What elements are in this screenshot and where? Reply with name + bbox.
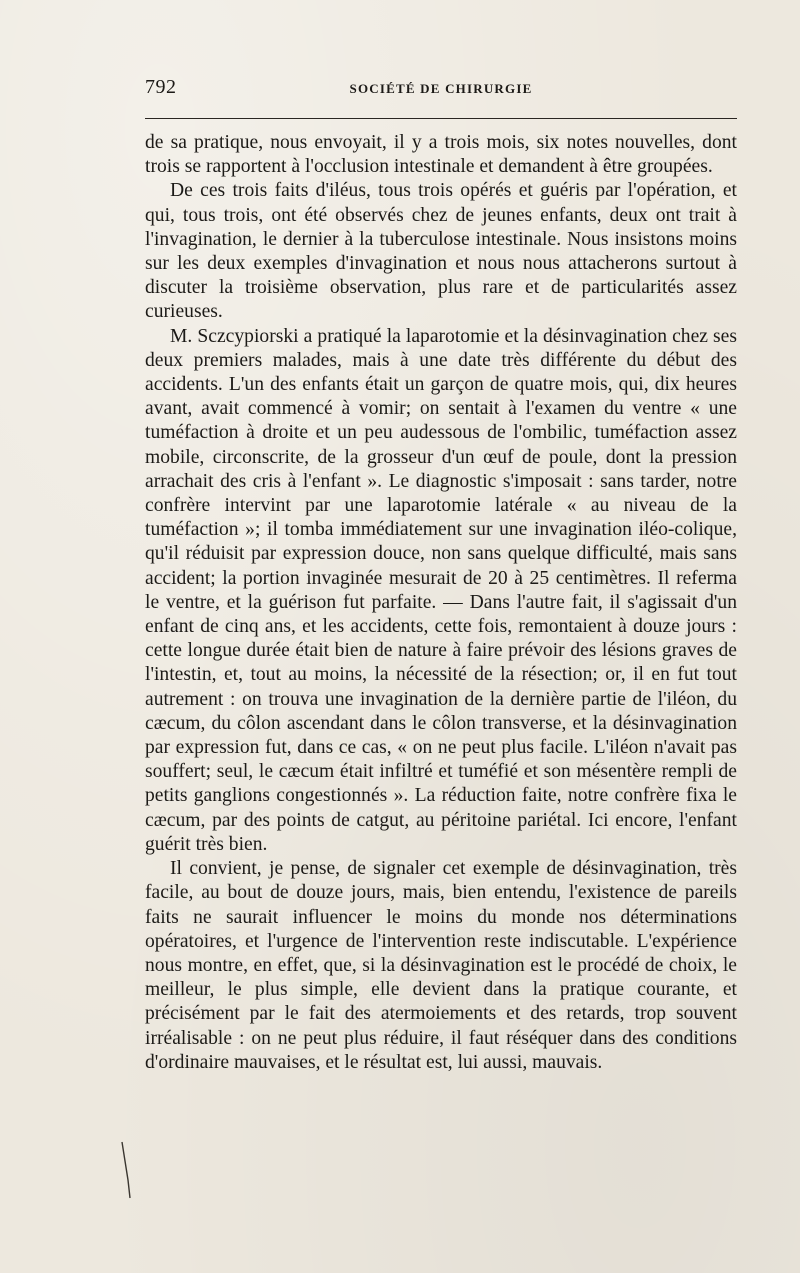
page-header xyxy=(145,76,737,104)
margin-pencil-mark xyxy=(118,1140,138,1200)
paragraph-1: de sa pratique, nous envoyait, il y a trois mois, six notes nouvelles, dont trois se rapportent à l'occlusion intestinale et demandent à être groupées. xyxy=(145,132,737,178)
running-title: SOCIÉTÉ DE CHIRURGIE xyxy=(349,81,533,96)
paragraph-2: De ces trois faits d'iléus, tous trois opérés et guéris par l'opération, et qui, tous trois, ont été observés chez de jeunes enfants, deux ont trait à l'invagination, le dernier à la tuberculose intestinale. Nous insistons moins sur les deux exemples d'invagination et nous nous attacherons surtout à discuter la troisième observation, plus rare et de particularités assez curieuses. xyxy=(145,180,737,323)
paragraph-3: M. Sczcypiorski a pratiqué la laparotomie et la désinvagination chez ses deux premiers malades, mais à une date très différente du début des accidents. L'un des enfants était un garçon de quatre mois, qui, dix heures avant, avait commencé à vomir; on sentait à l'examen du ventre « une tuméfaction à droite et un peu audessous de l'ombilic, tuméfaction assez mobile, circonscrite, de la grosseur d'un œuf de poule, dont la pression arrachait des cris à l'enfant ». Le diagnostic s'imposait : sans tarder, notre confrère intervint par une laparotomie latérale « au niveau de la tuméfaction »; il tomba immédiatement sur une invagination iléo-colique, qu'il réduisit par expression douce, non sans quelque difficulté, mais sans accident; la portion invaginée mesurait de 20 à 25 centimètres. Il referma le ventre, et la guérison fut parfaite. — Dans l'autre fait, il s'agissait d'un enfant de cinq ans, et les accidents, cette fois, remontaient à douze jours : cette longue durée était bien de nature à faire prévoir des lésions graves de l'intestin, et, tout au moins, la nécessité de la résection; or, il en fut tout autrement : on trouva une invagination de la dernière partie de l'iléon, du cæcum, du côlon ascendant dans le côlon transverse, et la désinvagination par expression fut, dans ce cas, « on ne peut plus facile. L'iléon n'avait pas souffert; seul, le cæcum était infiltré et tuméfié et son mésentère rempli de petits ganglions congestionnés ». La réduction faite, notre confrère fixa le cæcum, par des points de catgut, au péritoine pariétal. Ici encore, l'enfant guérit très bien. xyxy=(145,325,737,855)
header-rule xyxy=(145,118,737,119)
body-text xyxy=(145,131,737,1075)
page-number: 792 xyxy=(145,76,177,98)
paragraph-4: Il convient, je pense, de signaler cet exemple de désinvagination, très facile, au bout de douze jours, mais, bien entendu, l'existence de pareils faits ne saurait influencer le moins du monde nos déterminations opératoires, et l'urgence de l'intervention reste indiscutable. L'expérience nous montre, en effet, que, si la désinvagination est le procédé de choix, le meilleur, le plus simple, elle devient dans la pratique courante, et précisément par le fait des atermoiements et des retards, trop souvent irréalisable : on ne peut plus réduire, il faut réséquer dans des conditions d'ordinaire mauvaises, et le résultat est, lui aussi, mauvais. xyxy=(145,858,737,1073)
